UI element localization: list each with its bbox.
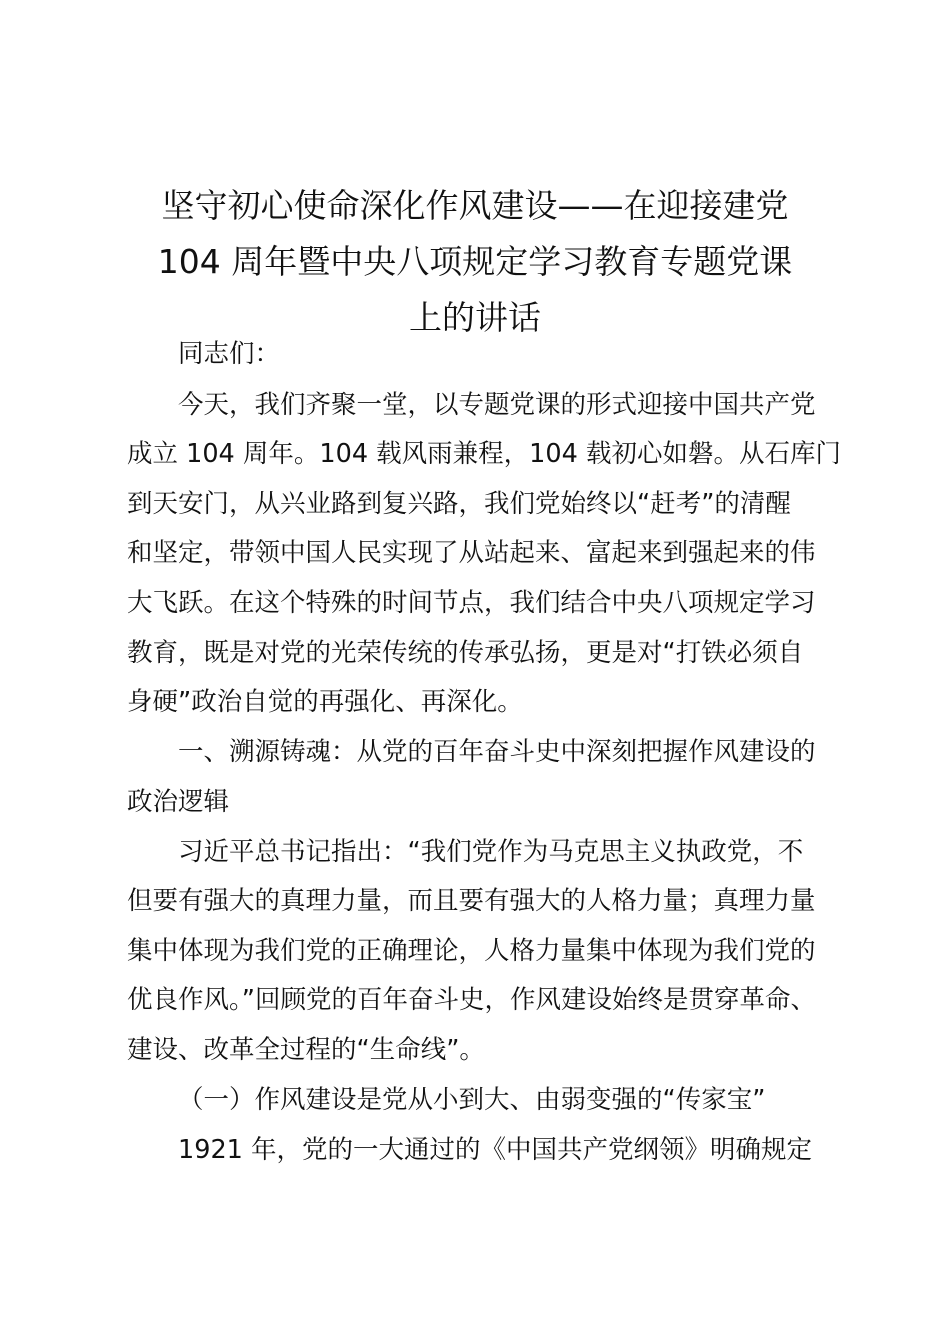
paragraph-line: 习近平总书记指出：“我们党作为马克思主义执政党，不 [178,837,804,867]
paragraph-line: 建设、改革全过程的“生命线”。 [127,1035,485,1065]
greeting: 同志们： [178,339,281,369]
subsection-heading: （一）作风建设是党从小到大、由弱变强的“传家宝” [178,1085,766,1115]
title-line-1: 坚守初心使命深化作风建设——在迎接建党 [161,186,789,225]
paragraph-line: 教育，既是对党的光荣传统的传承弘扬，更是对“打铁必须自 [127,638,804,668]
paragraph-line: 今天，我们齐聚一堂，以专题党课的形式迎接中国共产党 [178,390,816,420]
paragraph-line: 和坚定，带领中国人民实现了从站起来、富起来到强起来的伟 [127,538,816,568]
paragraph-line: 成立 104 周年。104 载风雨兼程，104 载初心如磐。从石库门 [127,439,841,469]
paragraph-line: 1921 年，党的一大通过的《中国共产党纲领》明确规定 [178,1135,813,1165]
title-line-3: 上的讲话 [409,298,541,337]
section-heading-line: 政治逻辑 [127,787,230,817]
title-line-2: 104 周年暨中央八项规定学习教育专题党课 [157,242,793,281]
paragraph-line: 优良作风。”回顾党的百年奋斗史，作风建设始终是贯穿革命、 [127,985,816,1015]
paragraph-line: 集中体现为我们党的正确理论，人格力量集中体现为我们党的 [127,936,816,966]
paragraph-line: 身硬”政治自觉的再强化、再深化。 [127,687,523,717]
section-heading-line: 一、溯源铸魂：从党的百年奋斗史中深刻把握作风建设的 [178,737,816,767]
paragraph-line: 到天安门，从兴业路到复兴路，我们党始终以“赶考”的清醒 [127,489,791,519]
paragraph-line: 但要有强大的真理力量，而且要有强大的人格力量；真理力量 [127,886,816,916]
document-title [120,178,830,346]
paragraph-line: 大飞跃。在这个特殊的时间节点，我们结合中央八项规定学习 [127,588,816,618]
